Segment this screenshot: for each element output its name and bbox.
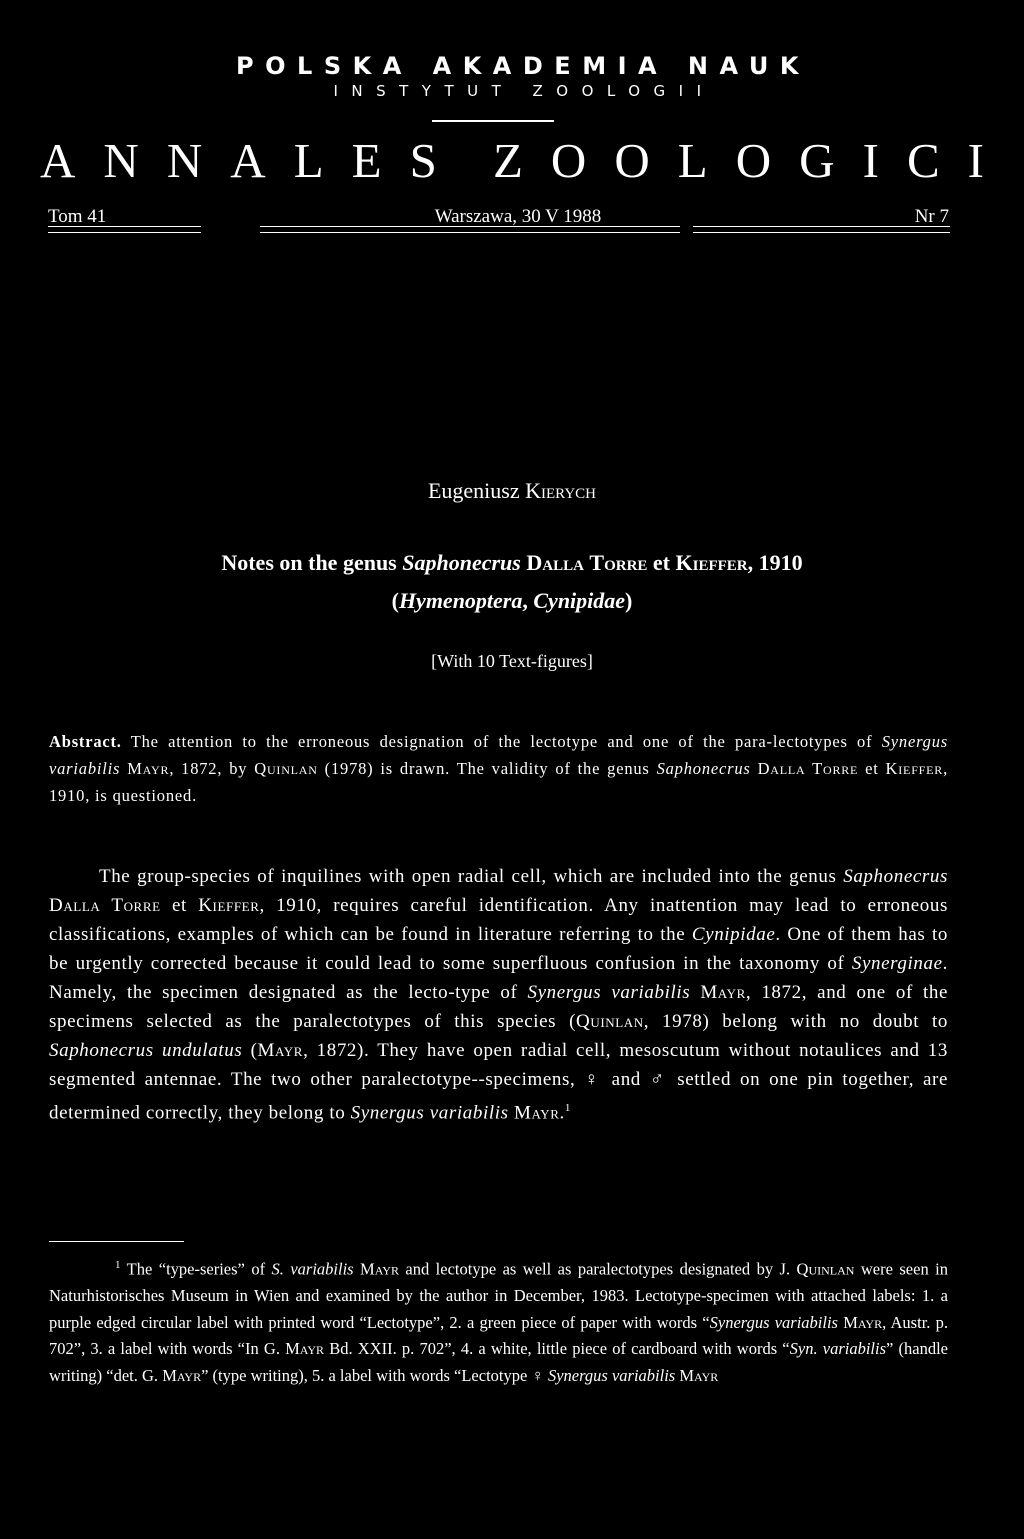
- subtitle-paren: ): [625, 588, 633, 613]
- journal-letter: S: [409, 133, 437, 188]
- footnote-text: were seen in Naturhistorisches Museum in Wien and examined by the author in December, 1983. Lectotype-specimen with attached labels: 1. a purple edged circular label with printed word “Lectotype”, 2. a green piece of paper with words “: [49, 1259, 948, 1332]
- title-prefix: Notes on the genus: [221, 550, 397, 575]
- footnote-authority: Mayr: [162, 1365, 202, 1385]
- footnote-text: ” (type writing), 5. a label with words “Lectotype ♀: [201, 1365, 548, 1385]
- body-text: , 1872, and one of the specimens selected as the paralectotypes of this species (: [49, 982, 948, 1032]
- footnote: [49, 1252, 948, 1389]
- abstract-authority: Mayr: [127, 759, 170, 778]
- journal-letter: L: [677, 133, 708, 188]
- journal-letter: O: [550, 133, 587, 188]
- body-paragraph: [49, 862, 948, 1127]
- journal-letter: N: [103, 133, 139, 188]
- journal-letter: O: [614, 133, 650, 188]
- title-authority: Dalla: [526, 550, 584, 575]
- footnote-text: Bd. XXII. p. 702”, 4. a white, little piece of cardboard with words “: [324, 1339, 790, 1358]
- body-authority: Kieffer: [198, 895, 260, 916]
- title-et: et: [652, 550, 671, 575]
- title-genus: Saphonecrus: [402, 550, 521, 575]
- body-family: Cynipidae: [691, 924, 776, 945]
- journal-letter: O: [735, 133, 772, 188]
- footnote-text: and lectotype as well as paralectotypes designated by J.: [398, 1259, 797, 1279]
- institute-name: INSTYTUT ZOOLOGII: [333, 82, 715, 100]
- body-authority: Dalla Torre: [49, 895, 161, 916]
- body-authority: Mayr: [700, 982, 746, 1003]
- body-text: (: [242, 1040, 258, 1061]
- author-first-name: Eugeniusz: [427, 478, 520, 503]
- footnote-authority: Quinlan: [796, 1259, 855, 1279]
- body-text: . Namely, the specimen designated as the lecto-type of: [49, 953, 948, 1003]
- abstract-authority: Dalla Torre: [757, 759, 859, 778]
- journal-letter: A: [230, 133, 266, 188]
- issue-date: Warszawa, 30 V 1988: [434, 206, 602, 227]
- footnote-species: Syn. variabilis: [789, 1339, 887, 1358]
- subtitle-family: Cynipidae: [533, 588, 626, 613]
- journal-letter: Z: [492, 133, 523, 188]
- body-text: , 1910, requires careful identification. Any inattention may lead to erroneous classifications, examples of which can be found in literature referring to the: [49, 895, 948, 945]
- abstract-text: , 1910, is questioned.: [49, 759, 949, 805]
- journal-letter: E: [351, 133, 382, 188]
- body-authority: Mayr: [513, 1102, 560, 1124]
- subtitle-paren: (: [391, 588, 399, 613]
- journal-title: [40, 132, 984, 189]
- abstract-species: Synergus variabilis: [49, 732, 948, 778]
- body-authority: Mayr: [257, 1040, 304, 1061]
- body-text: .: [559, 1102, 565, 1124]
- footnote-divider: [49, 1241, 184, 1242]
- title-authority: Kieffer: [675, 550, 748, 575]
- abstract-genus: Saphonecrus: [656, 759, 751, 778]
- footnote-authority: Mayr: [285, 1339, 325, 1358]
- academy-name: POLSKA AKADEMIA NAUK: [236, 52, 810, 80]
- article-author: [0, 478, 1024, 504]
- footnote-species: S. variabilis: [271, 1259, 354, 1279]
- footnote-text: , Austr. p. 702”, 3. a label with words “In G.: [49, 1312, 948, 1358]
- footnote-authority: Mayr: [360, 1259, 399, 1279]
- abstract-text: et: [858, 759, 886, 778]
- header-double-rule: [48, 226, 201, 233]
- abstract-text: [751, 759, 758, 778]
- subtitle-separator: ,: [522, 588, 534, 613]
- journal-letter: I: [862, 133, 879, 188]
- body-species: Saphonecrus undulatus: [49, 1040, 243, 1061]
- journal-letter: C: [906, 133, 940, 188]
- title-year: , 1910: [747, 550, 803, 575]
- body-text: , 1872). They have open radial cell, mesoscutum without notaulices and 13 segmented antennae. The two other paralectotype--specimens, ♀ and ♂ settled on one pin together, are determined correctly, they belong to: [49, 1040, 948, 1124]
- header-double-rule: [693, 226, 950, 233]
- body-text: . One of them has to be urgently corrected because it could lead to some superfluous confusion in the taxonomy of: [49, 924, 948, 974]
- header-double-rule: [260, 226, 680, 233]
- footnote-species: Synergus variabilis: [709, 1312, 838, 1332]
- body-subfamily: Synerginae: [851, 953, 943, 974]
- journal-letter: I: [967, 133, 984, 188]
- footnote-species: Synergus variabilis: [547, 1365, 676, 1385]
- footnote-marker: 1: [115, 1259, 121, 1271]
- figures-note: [With 10 Text-figures]: [431, 651, 593, 671]
- volume-label: Tom 41: [48, 206, 107, 227]
- footnote-authority: Mayr: [679, 1365, 719, 1385]
- body-text: [690, 982, 700, 1003]
- journal-letter: L: [293, 133, 324, 188]
- article-subtitle: [0, 588, 1024, 614]
- footnote-authority: Mayr: [843, 1312, 883, 1332]
- article-title: [0, 550, 1024, 576]
- abstract-text: , 1872, by: [169, 759, 255, 778]
- author-last-name: Kierych: [525, 478, 597, 503]
- abstract-text: The attention to the erroneous designation of the lectotype and one of the para-lectotypes of: [121, 732, 882, 751]
- body-species: Synergus variabilis: [350, 1102, 509, 1124]
- footnote-reference: 1: [564, 1102, 571, 1114]
- header-divider: [432, 120, 554, 122]
- journal-letter: A: [40, 133, 76, 188]
- footnote-text: The “type-series” of: [120, 1259, 272, 1279]
- title-authority: Torre: [589, 550, 648, 575]
- body-genus: Saphonecrus: [843, 866, 948, 887]
- abstract-authority: Kieffer: [885, 759, 944, 778]
- body-text: The group-species of inquilines with open radial cell, which are included into the genus: [99, 866, 844, 887]
- body-species: Synergus variabilis: [527, 982, 691, 1003]
- body-text: , 1978) belong with no doubt to: [643, 1011, 948, 1032]
- body-authority: Quinlan: [576, 1011, 644, 1032]
- body-text: et: [160, 895, 199, 916]
- abstract-label: Abstract.: [49, 732, 122, 751]
- subtitle-order: Hymenoptera: [398, 588, 523, 613]
- footnote-text: ” (handle writing) “det. G.: [49, 1339, 948, 1385]
- abstract-authority: Quinlan: [254, 759, 318, 778]
- abstract: [49, 728, 948, 809]
- abstract-text: (1978) is drawn. The validity of the genus: [317, 759, 657, 778]
- issue-number: Nr 7: [914, 206, 949, 227]
- journal-letter: G: [799, 133, 835, 188]
- journal-letter: N: [166, 133, 203, 188]
